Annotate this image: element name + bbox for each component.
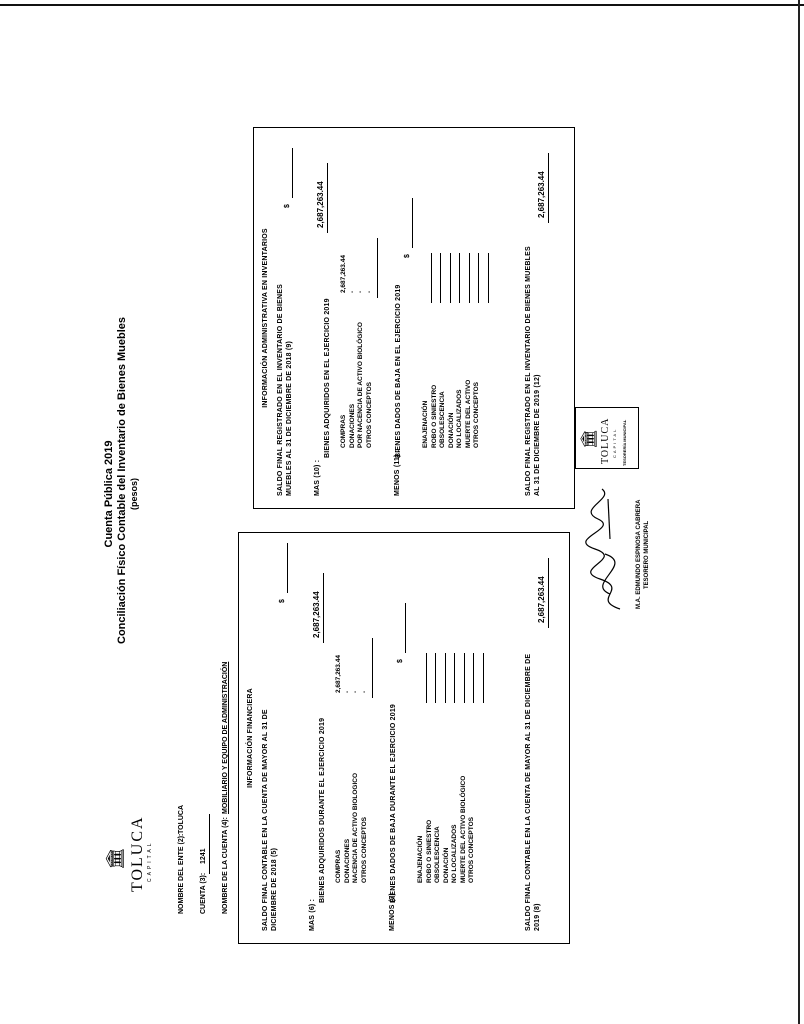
financiera-saldo-final-line [548, 558, 549, 628]
financiera-heading: INFORMACIÓN FINANCIERA [247, 688, 254, 788]
list-item: OBSOLESCENCIA [439, 391, 446, 448]
list-item: POR NACENCIA DE ACTIVO BIOLÓGICO [357, 322, 364, 448]
financiera-menos-line [405, 603, 406, 653]
list-item: ROBO O SINIESTRO [430, 384, 438, 448]
list-value: - [357, 290, 364, 293]
administrativa-mas-label: MAS (10) : [314, 459, 321, 496]
administrativa-mas-values [340, 255, 374, 293]
nombre-cuenta-value: MOBILIARIO Y EQUIPO DE ADMINISTRACIÓN [222, 661, 229, 814]
list-item: OTROS CONCEPTOS [473, 382, 480, 448]
administrativa-mas-sum-line [377, 238, 378, 298]
stamp-name: TOLUCA [600, 417, 611, 464]
logo-tagline: CAPITAL [147, 840, 153, 882]
official-stamp [575, 407, 639, 469]
emblem-icon: 🏛 [105, 847, 125, 870]
financiera-saldo-inicial-currency: $ [279, 599, 286, 603]
administrativa-saldo-final: SALDO FINAL REGISTRADO EN EL INVENTARIO DE BIENES MUEBLES AL 31 DE DICIEMBRE DE 2019 (12) [525, 246, 541, 496]
administrativa-menos-currency: $ [404, 254, 411, 258]
list-item: NO LOCALIZADOS [456, 389, 463, 448]
administrativa-heading: INFORMACIÓN ADMINISTRATIVA EN INVENTARIOS [262, 228, 269, 408]
cuenta-label: CUENTA (3): [200, 872, 207, 914]
list-item: OTROS CONCEPTOS [365, 382, 373, 448]
list-item: MUERTE DEL ACTIVO BIOLÓGICO [459, 775, 467, 883]
list-item: DONACIÓN [447, 412, 455, 448]
administrativa-menos-heading: BIENES DADOS DE BAJA EN EL EJERCICIO 2019 [395, 284, 402, 458]
list-item: DONACIONES [343, 838, 351, 883]
signature-scribble [580, 479, 635, 619]
financiera-box [238, 532, 570, 944]
financiera-menos-heading: BIENES DADOS DE BAJA DURANTE EL EJERCICIO 2019 [390, 703, 397, 903]
signature-block [580, 479, 660, 619]
list-item: OTROS CONCEPTOS [468, 817, 475, 883]
cuenta-value: 1241 [200, 848, 207, 864]
administrativa-mas-list [340, 322, 374, 448]
financiera-mas-list [335, 773, 369, 883]
financiera-mas-total: 2,687,263.44 [312, 591, 321, 638]
stamp-dept: TESORERÍA MUNICIPAL [622, 419, 627, 466]
administrativa-menos-boxes [422, 253, 489, 303]
list-value: - [365, 290, 373, 293]
financiera-menos-list [417, 776, 477, 883]
list-value: - [360, 690, 368, 693]
page-units: (pesos) [129, 478, 139, 511]
financiera-mas-sum-line [372, 638, 373, 698]
administrativa-menos-list [422, 380, 482, 448]
administrativa-saldo-final-line [548, 153, 549, 223]
administrativa-saldo-inicial-line [292, 148, 293, 198]
list-item: NO LOCALIZADOS [451, 824, 458, 883]
signer-name: M.A. EDMUNDO ESPINOSA CABRERA [636, 499, 642, 609]
list-item: COMPRAS [340, 414, 347, 448]
financiera-saldo-inicial: SALDO FINAL CONTABLE EN LA CUENTA DE MAYOR AL 31 DE DICIEMBRE DE 2018 (5) [262, 709, 278, 931]
toluca-logo [105, 814, 155, 904]
nombre-cuenta-label: NOMBRE DE LA CUENTA (4): [222, 817, 229, 914]
list-item: MUERTE DEL ACTIVO [464, 379, 472, 448]
ente-value: TOLUCA [178, 804, 185, 834]
page-subtitle: Conciliación Físico Contable del Inventario de Bienes Muebles [116, 316, 128, 644]
list-item: ROBO O SINIESTRO [425, 819, 433, 883]
financiera-saldo-final-value: 2,687,263.44 [537, 576, 546, 623]
administrativa-menos-line [412, 198, 413, 248]
financiera-mas-heading: BIENES ADQUIRIDOS DURANTE EL EJERCICIO 2019 [319, 717, 326, 903]
financiera-saldo-final: SALDO FINAL CONTABLE EN LA CUENTA DE MAYOR AL 31 DE DICIEMBRE DE 2019 (8) [525, 653, 541, 931]
logo-text: TOLUCA [129, 815, 146, 892]
administrativa-box [253, 127, 575, 509]
list-item: ENAJENACIÓN [417, 835, 424, 883]
financiera-mas-label: MAS (6) : [309, 898, 316, 931]
list-item: COMPRAS [335, 849, 342, 883]
financiera-menos-boxes [417, 653, 484, 703]
financiera-mas-values [335, 655, 369, 693]
financiera-menos-label: MENOS (7) : [389, 888, 396, 931]
administrativa-saldo-final-value: 2,687,263.44 [537, 171, 546, 218]
administrativa-mas-total: 2,687,263.44 [316, 181, 325, 228]
cuenta-underline [209, 814, 210, 874]
administrativa-saldo-inicial-currency: $ [284, 204, 291, 208]
list-item: ENAJENACIÓN [422, 400, 429, 448]
list-item: DONACIÓN [442, 847, 450, 883]
list-item: NACENCIA DE ACTIVO BIOLOGICO [352, 772, 359, 883]
stamp-tagline: CAPITAL [612, 427, 617, 458]
list-value: - [343, 690, 351, 693]
administrativa-mas-total-line [327, 163, 328, 233]
list-value: 2,687,263.44 [340, 255, 347, 293]
financiera-saldo-inicial-line [287, 543, 288, 593]
list-value: 2,687,263.44 [335, 655, 342, 693]
administrativa-saldo-inicial: SALDO FINAL REGISTRADO EN EL INVENTARIO DE BIENES MUEBLES AL 31 DE DICIEMBRE DE 2018 (9) [277, 283, 293, 496]
list-value: - [352, 690, 359, 693]
financiera-mas-total-line [323, 573, 324, 643]
stamp-emblem-icon: 🏛 [581, 428, 598, 449]
page-title: Cuenta Pública 2019 [103, 440, 115, 548]
ente-label: NOMBRE DEL ENTE (2): [178, 833, 185, 914]
administrativa-menos-label: MENOS (11) : [394, 449, 401, 496]
list-item: DONACIONES [348, 403, 356, 448]
financiera-menos-currency: $ [397, 659, 404, 663]
signer-role: TESORERO MUNICIPAL [644, 520, 650, 589]
list-item: OBSOLESCENCIA [434, 826, 441, 883]
administrativa-mas-heading: BIENES ADQUIRIDOS EN EL EJERCICIO 2019 [324, 298, 331, 458]
list-value: - [348, 290, 356, 293]
list-item: OTROS CONCEPTOS [360, 817, 368, 883]
